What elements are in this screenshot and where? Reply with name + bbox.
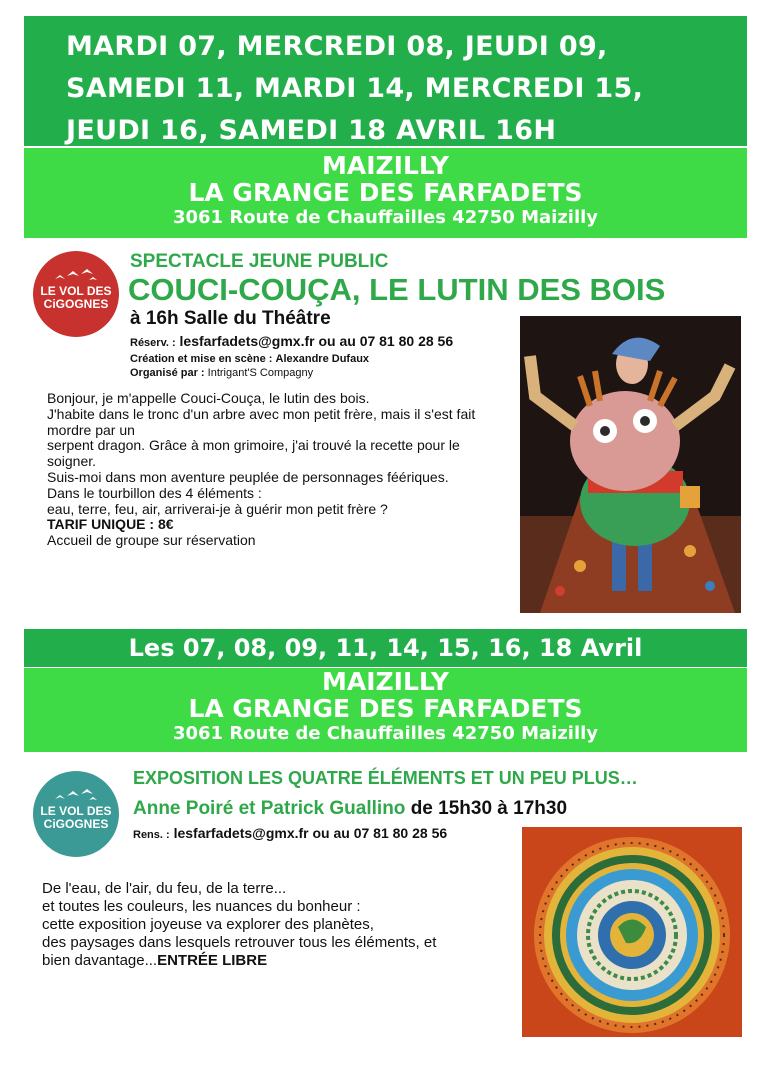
expo-description xyxy=(42,880,512,970)
show-desc-line-1: Bonjour, je m'appelle Couci-Couça, le lutin des bois. xyxy=(47,390,370,406)
info-line xyxy=(133,825,447,841)
vol-des-cigognes-logo xyxy=(33,251,119,337)
logo-line-2: CiGOGNES xyxy=(43,297,109,311)
venue-town: MAIZILLY xyxy=(321,151,450,180)
show-desc-line-4: Suis-moi dans mon aventure peuplée de personnages féériques. xyxy=(47,468,449,485)
show-time: à 16h Salle du Théâtre xyxy=(130,308,331,329)
show-group-note: Accueil de groupe sur réservation xyxy=(47,532,256,549)
show-desc-line-5: Dans le tourbillon des 4 éléments : xyxy=(47,484,262,501)
dates-banner xyxy=(24,16,747,146)
reservation-contact: lesfarfadets@gmx.fr ou au 07 81 80 28 56 xyxy=(179,333,454,349)
show-desc-line-2: J'habite dans le tronc d'un arbre avec mon petit frère, mais il s'est fait mordre par un xyxy=(47,405,476,438)
creation-line xyxy=(130,353,369,365)
venue-banner xyxy=(24,148,747,238)
reservation-line xyxy=(130,333,453,349)
entry-free: ENTRÉE LIBRE xyxy=(157,952,268,969)
expo-dates: Les 07, 08, 09, 11, 14, 15, 16, 18 Avril xyxy=(128,634,643,662)
expo-dates-banner xyxy=(24,629,747,667)
show-tarif: TARIF UNIQUE : 8€ xyxy=(47,516,174,533)
logo-line-1: LE VOL DES xyxy=(40,284,112,298)
expo-artists-line xyxy=(133,798,567,820)
venue-name-2: LA GRANGE DES FARFADETS xyxy=(188,694,583,723)
show-description xyxy=(47,391,502,549)
expo-desc-line-2: et toutes les couleurs, les nuances du bonheur : xyxy=(42,898,361,915)
dates-line-3: JEUDI 16, SAMEDI 18 AVRIL 16H xyxy=(66,115,557,146)
expo-desc-line-5 xyxy=(42,952,512,970)
reservation-label: Réserv. : xyxy=(130,337,176,349)
expo-title: EXPOSITION LES QUATRE ÉLÉMENTS ET UN PEU PLUS… xyxy=(133,768,638,788)
expo-desc-line-1: De l'eau, de l'air, du feu, de la terre... xyxy=(42,880,287,897)
painting-image xyxy=(522,827,742,1037)
show-title: COUCI-COUÇA, LE LUTIN DES BOIS xyxy=(128,272,666,307)
dates-line-2: SAMEDI 11, MARDI 14, MERCREDI 15, xyxy=(66,73,644,104)
vol-des-cigognes-logo-teal xyxy=(33,771,119,857)
info-label: Rens. : xyxy=(133,829,170,841)
expo-artists: Anne Poiré et Patrick Guallino xyxy=(133,798,406,819)
organiser-value: Intrigant'S Compagny xyxy=(207,367,314,379)
organiser-label: Organisé par : xyxy=(130,367,205,379)
dates-line-1: MARDI 07, MERCREDI 08, JEUDI 09, xyxy=(66,31,608,62)
logo-line-1: LE VOL DES xyxy=(40,804,112,818)
logo-line-2: CiGOGNES xyxy=(43,817,109,831)
info-contact: lesfarfadets@gmx.fr ou au 07 81 80 28 56 xyxy=(173,825,448,841)
creation-value: Alexandre Dufaux xyxy=(275,353,370,365)
show-kicker: SPECTACLE JEUNE PUBLIC xyxy=(130,251,389,272)
show-desc-line-6: eau, terre, feu, air, arriverai-je à guérir mon petit frère ? xyxy=(47,500,388,517)
birds-icon xyxy=(53,787,99,803)
venue-address: 3061 Route de Chauffailles 42750 Maizilly xyxy=(172,207,599,228)
organiser-line xyxy=(130,367,313,379)
puppet-photo xyxy=(520,316,741,613)
venue-name: LA GRANGE DES FARFADETS xyxy=(188,178,583,207)
expo-desc-line-5-text: bien davantage... xyxy=(42,952,158,969)
expo-hours: de 15h30 à 17h30 xyxy=(410,798,568,819)
expo-desc-line-4: des paysages dans lesquels retrouver tous les éléments, et xyxy=(42,934,437,951)
show-desc-line-3: serpent dragon. Grâce à mon grimoire, j'ai trouvé la recette pour le soigner. xyxy=(47,437,460,470)
venue-address-2: 3061 Route de Chauffailles 42750 Maizilly xyxy=(172,723,599,744)
venue-banner-2 xyxy=(24,668,747,752)
creation-label: Création et mise en scène : xyxy=(130,353,273,365)
birds-icon xyxy=(53,267,99,283)
venue-town-2: MAIZILLY xyxy=(321,667,450,696)
expo-desc-line-3: cette exposition joyeuse va explorer des planètes, xyxy=(42,916,374,933)
